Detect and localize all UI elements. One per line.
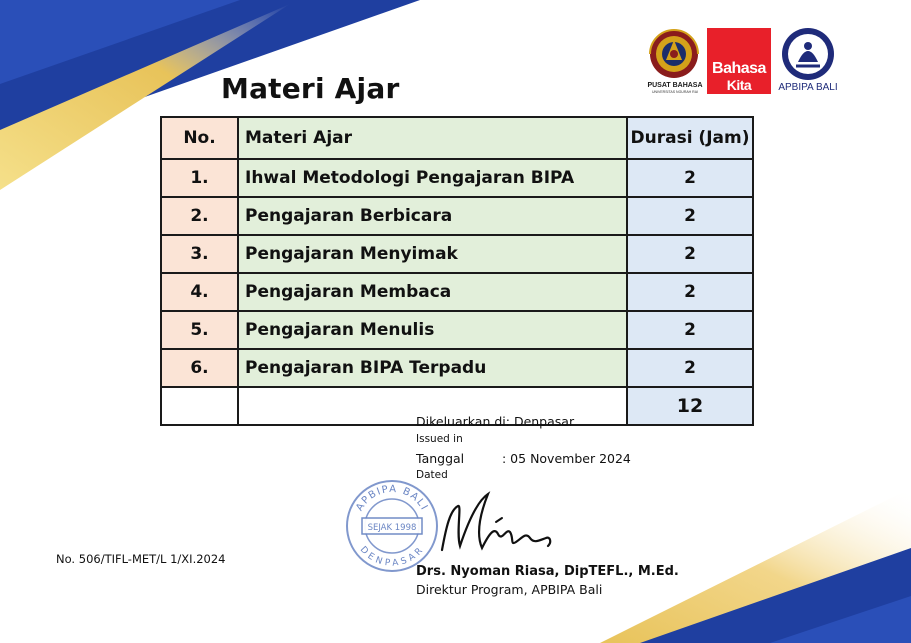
apbipa-label: APBIPA BALI [778,82,838,93]
row-durasi: 2 [627,197,753,235]
table-row [161,311,753,349]
stamp-top-text: APBIPA BALI [354,483,430,514]
row-no: 5. [161,311,238,349]
row-durasi: 2 [627,235,753,273]
table-row [161,197,753,235]
row-materi: Pengajaran Berbicara [238,197,627,235]
row-no: 4. [161,273,238,311]
pusat-bahasa-sublabel: UNIVERSITAS NGURAH RAI [651,90,699,94]
issued-date-en: Dated [416,469,448,481]
issued-date-label: Tanggal [416,451,465,466]
total-spacer-no [161,387,238,425]
header-materi: Materi Ajar [238,117,627,159]
row-no: 2. [161,197,238,235]
row-materi: Pengajaran Menyimak [238,235,627,273]
bahasa-kita-line1: Bahasa [712,60,766,77]
table-row [161,159,753,197]
row-durasi: 2 [627,311,753,349]
official-stamp [344,478,440,574]
header-durasi: Durasi (Jam) [627,117,753,159]
row-durasi: 2 [627,349,753,387]
row-durasi: 2 [627,159,753,197]
bahasa-kita-logo [707,28,771,94]
materi-table [160,116,754,426]
row-materi: Ihwal Metodologi Pengajaran BIPA [238,159,627,197]
page-title: Materi Ajar [221,72,400,105]
pusat-bahasa-label: PUSAT BAHASA [647,82,703,89]
pusat-bahasa-emblem-icon [642,26,706,82]
row-materi: Pengajaran Menulis [238,311,627,349]
stamp-center-text: SEJAK 1998 [367,523,417,533]
bahasa-kita-line2: Kita [726,77,752,93]
pusat-bahasa-logo [642,26,706,98]
row-durasi: 2 [627,273,753,311]
signatory-name: Drs. Nyoman Riasa, DipTEFL., M.Ed. [416,564,679,579]
table-row [161,349,753,387]
row-no: 3. [161,235,238,273]
document-number: No. 506/TIFL-MET/L 1/XI.2024 [56,552,226,566]
total-durasi: 12 [627,387,753,425]
row-no: 1. [161,159,238,197]
table-row [161,235,753,273]
apbipa-emblem-icon [774,26,842,82]
stamp-bottom-text: DENPASAR [357,544,427,569]
table-row [161,273,753,311]
issued-place-en: Issued in [416,433,463,445]
row-materi: Pengajaran BIPA Terpadu [238,349,627,387]
row-no: 6. [161,349,238,387]
handwritten-signature [436,488,560,568]
header-no: No. [161,117,238,159]
issued-place: Dikeluarkan di: Denpasar [416,414,575,429]
apbipa-logo [774,26,842,98]
table-header-row [161,117,753,159]
signatory-role: Direktur Program, APBIPA Bali [416,582,603,597]
logos-group [642,26,842,98]
row-materi: Pengajaran Membaca [238,273,627,311]
issued-date-value: : 05 November 2024 [502,451,631,466]
